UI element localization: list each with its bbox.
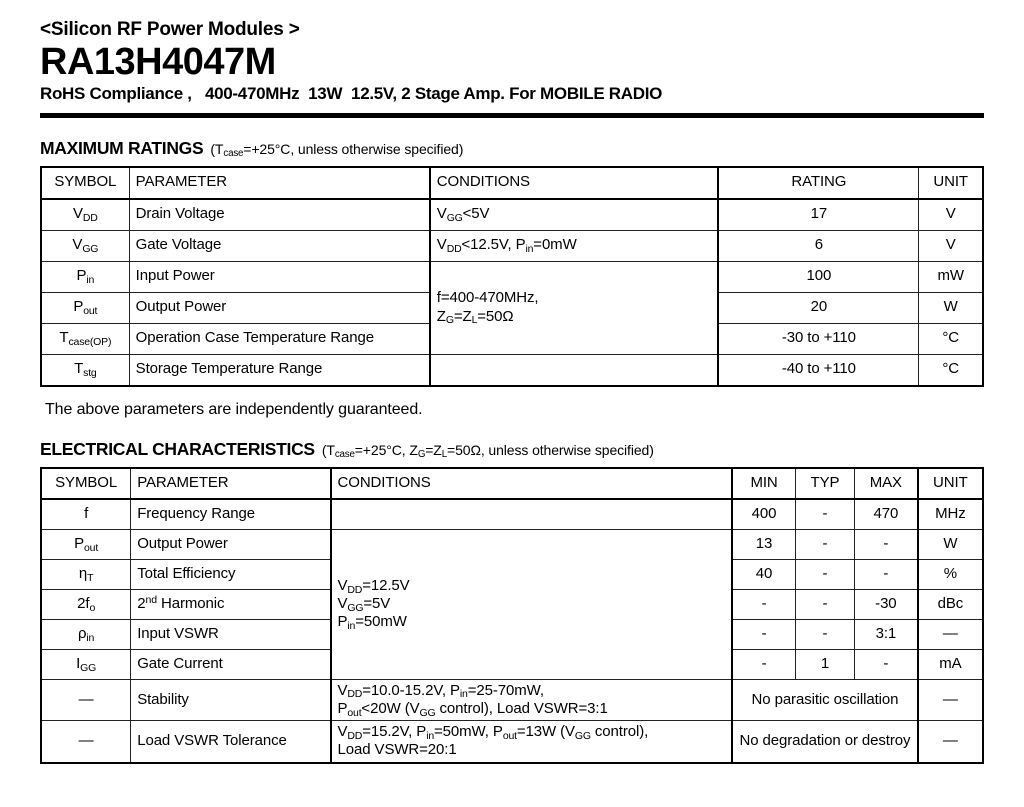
table-header-row <box>41 167 983 199</box>
cell-conditions <box>430 354 719 386</box>
cell-parameter: Gate Voltage <box>129 230 430 261</box>
cell-unit: — <box>918 619 983 649</box>
cell-symbol: $P_{out}$ <box>41 529 131 559</box>
cell-symbol: $V_{GG}$ <box>41 230 129 261</box>
cell-conditions <box>331 721 733 763</box>
cell-parameter: Output Power <box>131 529 331 559</box>
conditions-line-2: $P_{out}<20W$ ($V_{GG}$ control), Load VSWR=3:1 <box>337 699 608 719</box>
cell-rating: -40 to +110 <box>718 354 918 386</box>
cell-parameter: Storage Temperature Range <box>129 354 430 386</box>
cell-parameter: Operation Case Temperature Range <box>129 323 430 354</box>
cell-result: No parasitic oscillation <box>732 679 918 721</box>
col-rating: RATING <box>718 167 918 199</box>
table-header-row <box>41 468 983 499</box>
cell-parameter: Output Power <box>129 292 430 323</box>
col-parameter: PARAMETER <box>131 468 331 499</box>
table-row <box>41 261 983 292</box>
col-min: MIN <box>732 468 795 499</box>
electrical-characteristics-table <box>40 467 984 764</box>
cell-unit: °C <box>919 323 983 354</box>
table-row <box>41 199 983 231</box>
cell-symbol: — <box>41 679 131 721</box>
cell-min: 400 <box>732 499 795 530</box>
cell-unit: % <box>918 559 983 589</box>
cell-conditions: $V_{GG}<5V$ <box>430 199 719 231</box>
cell-unit: — <box>918 721 983 763</box>
cell-symbol: $P_{out}$ <box>41 292 129 323</box>
col-symbol: SYMBOL <box>41 167 129 199</box>
cell-result: No degradation or destroy <box>732 721 918 763</box>
cell-symbol: $T_{case(OP)}$ <box>41 323 129 354</box>
col-conditions: CONDITIONS <box>331 468 733 499</box>
product-category: <Silicon RF Power Modules > <box>40 19 300 40</box>
cell-parameter: Gate Current <box>131 649 331 679</box>
cell-unit: dBc <box>918 589 983 619</box>
cell-max: - <box>855 559 918 589</box>
guarantee-note: The above parameters are independently guaranteed. <box>45 400 423 418</box>
cell-min: - <box>732 589 795 619</box>
cell-parameter: Drain Voltage <box>129 199 430 231</box>
cell-symbol: — <box>41 721 131 763</box>
merged-conditions-line-3: $P_{in}=50mW$ <box>337 613 407 633</box>
electrical-title: ELECTRICAL CHARACTERISTICS <box>40 438 315 459</box>
cell-parameter: Frequency Range <box>131 499 331 530</box>
cell-conditions <box>331 499 733 530</box>
cell-symbol: $I_{GG}$ <box>41 649 131 679</box>
cell-rating: 20 <box>718 292 918 323</box>
cell-min: - <box>732 649 795 679</box>
merged-conditions-line-2: $V_{GG}=5V$ <box>337 594 391 614</box>
max-ratings-heading <box>40 138 984 159</box>
merged-conditions-line-1: $V_{DD}=12.5V$ <box>337 576 410 596</box>
cell-typ: - <box>795 589 854 619</box>
cell-max: 3:1 <box>855 619 918 649</box>
cell-typ: 1 <box>795 649 854 679</box>
cell-conditions-merged <box>331 529 733 679</box>
cell-unit: mA <box>918 649 983 679</box>
cell-parameter: Total Efficiency <box>131 559 331 589</box>
cell-rating: 6 <box>718 230 918 261</box>
part-number-title: RA13H4047M <box>40 41 276 83</box>
cell-conditions: $V_{DD}<12.5V$, $P_{in}=0mW$ <box>430 230 719 261</box>
cell-symbol: $\rho_{in}$ <box>41 619 131 649</box>
cell-unit: MHz <box>918 499 983 530</box>
cell-min: - <box>732 619 795 649</box>
cell-conditions <box>331 679 733 721</box>
cell-min: 13 <box>732 529 795 559</box>
cell-symbol: $2f_o$ <box>41 589 131 619</box>
merged-conditions-line-2: $Z_G=Z_L=50\Omega$ <box>436 307 514 327</box>
col-max: MAX <box>855 468 918 499</box>
col-typ: TYP <box>795 468 854 499</box>
electrical-note: ($T_{case}=+25^\circ C$, $Z_G=Z_L=50\Omega$, unless otherwise specified) <box>321 441 654 461</box>
cell-symbol: $T_{stg}$ <box>41 354 129 386</box>
cell-parameter: Input VSWR <box>131 619 331 649</box>
table-row <box>41 529 983 559</box>
header-divider <box>40 113 984 118</box>
cell-symbol: f <box>41 499 131 530</box>
cell-rating: 100 <box>718 261 918 292</box>
cell-parameter: 2nd Harmonic <box>131 589 331 619</box>
maximum-ratings-table <box>40 166 984 387</box>
cell-symbol: $P_{in}$ <box>41 261 129 292</box>
table-row <box>41 721 983 763</box>
table-row <box>41 679 983 721</box>
table-row <box>41 354 983 386</box>
cell-max: -30 <box>855 589 918 619</box>
electrical-heading <box>40 439 984 460</box>
cell-typ: - <box>795 559 854 589</box>
col-conditions: CONDITIONS <box>430 167 719 199</box>
col-parameter: PARAMETER <box>129 167 430 199</box>
col-unit: UNIT <box>919 167 983 199</box>
cell-rating: -30 to +110 <box>718 323 918 354</box>
cell-typ: - <box>795 499 854 530</box>
max-ratings-title: MAXIMUM RATINGS <box>40 137 204 158</box>
cell-parameter: Stability <box>131 679 331 721</box>
cell-max: - <box>855 529 918 559</box>
product-description: RoHS Compliance , 400-470MHz 13W 12.5V, 2 Stage Amp. For MOBILE RADIO <box>40 83 663 103</box>
cell-conditions-merged <box>430 261 719 354</box>
cell-unit: °C <box>919 354 983 386</box>
cell-typ: - <box>795 529 854 559</box>
merged-conditions-line-1: f=400-470MHz, <box>436 289 539 307</box>
cell-rating: 17 <box>718 199 918 231</box>
cell-unit: mW <box>919 261 983 292</box>
cell-typ: - <box>795 619 854 649</box>
cell-symbol: $\eta_T$ <box>41 559 131 589</box>
cell-min: 40 <box>732 559 795 589</box>
cell-symbol: $V_{DD}$ <box>41 199 129 231</box>
cell-unit: V <box>919 199 983 231</box>
cell-unit: W <box>918 529 983 559</box>
cell-unit: — <box>918 679 983 721</box>
conditions-line-1: $V_{DD}=15.2V$, $P_{in}=50mW$, $P_{out}=13W$ ($V_{GG}$ control), <box>337 723 649 743</box>
cell-max: - <box>855 649 918 679</box>
cell-unit: W <box>919 292 983 323</box>
conditions-line-2: Load VSWR=20:1 <box>337 741 457 759</box>
cell-unit: V <box>919 230 983 261</box>
table-row <box>41 499 983 530</box>
col-symbol: SYMBOL <box>41 468 131 499</box>
cell-max: 470 <box>855 499 918 530</box>
cell-parameter: Input Power <box>129 261 430 292</box>
conditions-line-1: $V_{DD}=10.0-15.2V$, $P_{in}=25-70mW$, <box>337 681 544 701</box>
cell-parameter: Load VSWR Tolerance <box>131 721 331 763</box>
table-row <box>41 230 983 261</box>
max-ratings-note: ($T_{case}=+25^\circ C$, unless otherwise specified) <box>210 140 464 160</box>
col-unit: UNIT <box>918 468 983 499</box>
